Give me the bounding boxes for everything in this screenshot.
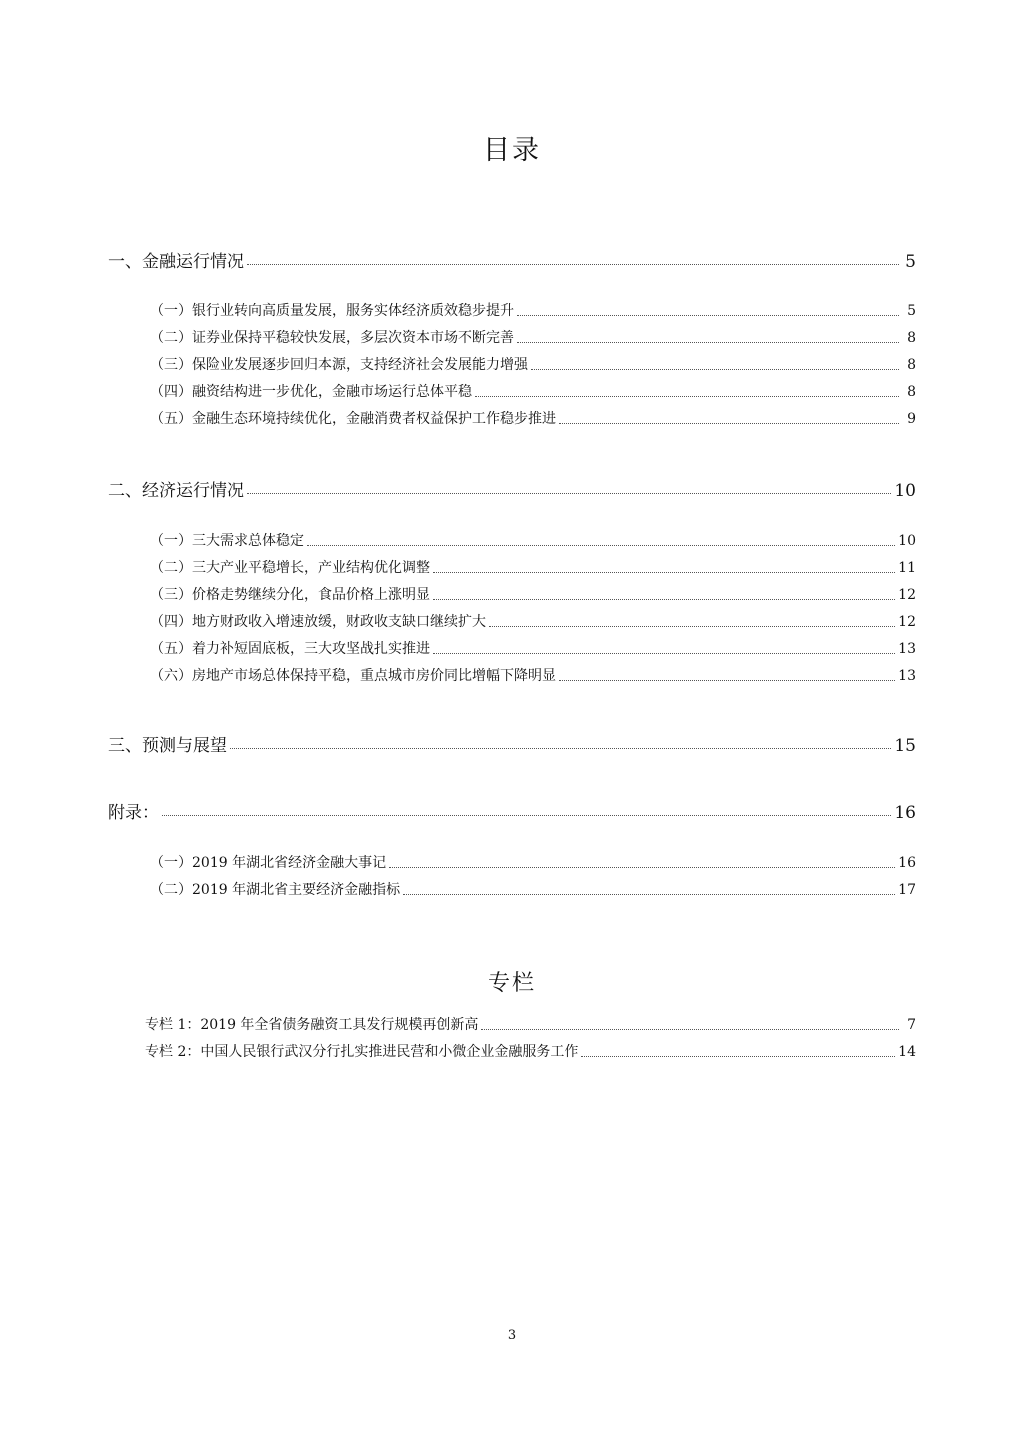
leader-dots: [475, 395, 899, 397]
toc-page-number: 5: [905, 252, 916, 272]
leader-dots: [489, 625, 895, 627]
toc-item-label: 专栏 1：2019 年全省债务融资工具发行规模再创新高: [145, 1017, 479, 1033]
toc-item-label: （一）银行业转向高质量发展，服务实体经济质效稳步提升: [150, 303, 514, 319]
toc-page-number: 8: [907, 384, 916, 400]
toc-page-number: 12: [898, 614, 916, 630]
leader-dots: [433, 652, 895, 654]
leader-dots: [531, 368, 899, 370]
toc-column-item[interactable]: [145, 1014, 916, 1036]
leader-dots: [481, 1028, 899, 1030]
toc-item-label: （二）证券业保持平稳较快发展，多层次资本市场不断完善: [150, 330, 514, 346]
columns-title: 专栏: [487, 971, 536, 996]
toc-item[interactable]: [150, 611, 916, 633]
toc-page-number: 7: [907, 1017, 916, 1033]
toc-item[interactable]: [150, 665, 916, 687]
leader-dots: [433, 571, 895, 573]
page-number: 3: [507, 1328, 517, 1343]
toc-section-label: 二、经济运行情况: [108, 481, 244, 501]
toc-section-label: 三、预测与展望: [108, 736, 227, 756]
leader-dots: [433, 598, 895, 600]
toc-item[interactable]: [150, 381, 916, 403]
leader-dots: [517, 341, 899, 343]
toc-item-label: （四）地方财政收入增速放缓，财政收支缺口继续扩大: [150, 614, 486, 630]
toc-item[interactable]: [150, 852, 916, 874]
toc-item[interactable]: [150, 300, 916, 322]
toc-page-number: 13: [898, 641, 916, 657]
toc-item-label: （二）2019 年湖北省主要经济金融指标: [150, 882, 401, 898]
toc-item[interactable]: [150, 408, 916, 430]
toc-item[interactable]: [150, 879, 916, 901]
leader-dots: [559, 679, 895, 681]
toc-item-label: （三）保险业发展逐步回归本源，支持经济社会发展能力增强: [150, 357, 528, 373]
toc-section-label: 附录：: [108, 803, 159, 823]
toc-item-label: 专栏 2：中国人民银行武汉分行扎实推进民营和小微企业金融服务工作: [145, 1044, 579, 1060]
toc-section-outlook[interactable]: [108, 731, 916, 755]
toc-page-number: 5: [907, 303, 916, 319]
toc-page-number: 15: [894, 736, 916, 756]
toc-item-label: （一）三大需求总体稳定: [150, 533, 304, 549]
toc-section-appendix[interactable]: [108, 798, 916, 822]
toc-item[interactable]: [150, 557, 916, 579]
leader-dots: [389, 866, 895, 868]
toc-section-label: 一、金融运行情况: [108, 252, 244, 272]
leader-dots: [403, 893, 895, 895]
toc-column-item[interactable]: [145, 1041, 916, 1063]
leader-dots: [517, 314, 899, 316]
toc-page-number: 17: [898, 882, 916, 898]
toc-item-label: （四）融资结构进一步优化，金融市场运行总体平稳: [150, 384, 472, 400]
toc-page-number: 9: [907, 411, 916, 427]
leader-dots: [162, 814, 891, 816]
toc-page-number: 16: [894, 803, 916, 823]
toc-page-number: 8: [907, 357, 916, 373]
toc-page-number: 10: [898, 533, 916, 549]
leader-dots: [581, 1055, 895, 1057]
toc-item-label: （五）着力补短固底板，三大攻坚战扎实推进: [150, 641, 430, 657]
toc-page-number: 14: [898, 1044, 916, 1060]
toc-item-label: （三）价格走势继续分化，食品价格上涨明显: [150, 587, 430, 603]
toc-section-economy[interactable]: [108, 476, 916, 500]
toc-item[interactable]: [150, 530, 916, 552]
leader-dots: [230, 747, 891, 749]
toc-item-label: （一）2019 年湖北省经济金融大事记: [150, 855, 387, 871]
toc-page-number: 12: [898, 587, 916, 603]
page-title: 目录: [483, 135, 541, 166]
toc-item-label: （二）三大产业平稳增长，产业结构优化调整: [150, 560, 430, 576]
toc-page-number: 10: [894, 481, 916, 501]
toc-item-label: （五）金融生态环境持续优化，金融消费者权益保护工作稳步推进: [150, 411, 556, 427]
toc-item[interactable]: [150, 327, 916, 349]
toc-item[interactable]: [150, 354, 916, 376]
toc-page-number: 11: [898, 560, 916, 576]
leader-dots: [247, 263, 899, 265]
leader-dots: [247, 492, 891, 494]
leader-dots: [559, 422, 899, 424]
toc-page-number: 16: [898, 855, 916, 871]
toc-page-number: 8: [907, 330, 916, 346]
toc-item-label: （六）房地产市场总体保持平稳，重点城市房价同比增幅下降明显: [150, 668, 556, 684]
toc-item[interactable]: [150, 638, 916, 660]
toc-item[interactable]: [150, 584, 916, 606]
leader-dots: [307, 544, 895, 546]
toc-page-number: 13: [898, 668, 916, 684]
toc-section-finance[interactable]: [108, 247, 916, 271]
